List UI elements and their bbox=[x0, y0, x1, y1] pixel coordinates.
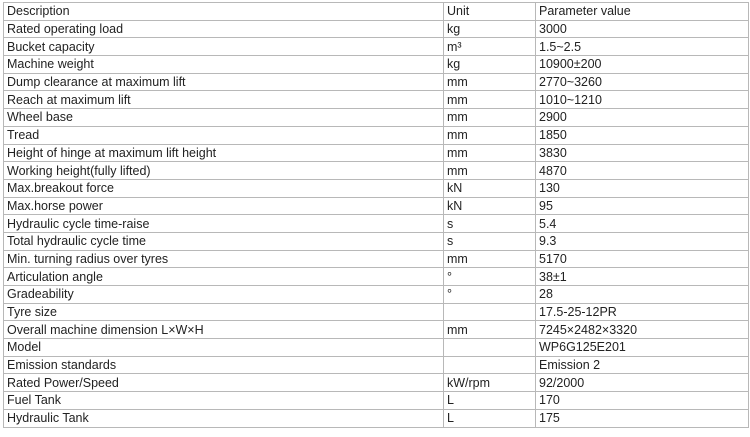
cell-description: Working height(fully lifted) bbox=[4, 162, 444, 180]
cell-unit: mm bbox=[444, 91, 536, 109]
table-row bbox=[4, 20, 749, 38]
table-header-row bbox=[4, 3, 749, 21]
cell-parameter-value: 1.5~2.5 bbox=[536, 38, 749, 56]
table-row bbox=[4, 56, 749, 74]
table-row bbox=[4, 215, 749, 233]
cell-unit: mm bbox=[444, 250, 536, 268]
cell-unit: s bbox=[444, 232, 536, 250]
table-row bbox=[4, 73, 749, 91]
column-header-unit: Unit bbox=[444, 3, 536, 21]
table-row bbox=[4, 109, 749, 127]
cell-description: Rated Power/Speed bbox=[4, 374, 444, 392]
table-row bbox=[4, 409, 749, 427]
table-row bbox=[4, 232, 749, 250]
cell-unit: kg bbox=[444, 20, 536, 38]
table-row bbox=[4, 38, 749, 56]
table-row bbox=[4, 321, 749, 339]
cell-parameter-value: Emission 2 bbox=[536, 356, 749, 374]
cell-unit: ° bbox=[444, 286, 536, 304]
cell-description: Articulation angle bbox=[4, 268, 444, 286]
cell-description: Hydraulic cycle time-raise bbox=[4, 215, 444, 233]
cell-unit: mm bbox=[444, 126, 536, 144]
cell-description: Total hydraulic cycle time bbox=[4, 232, 444, 250]
cell-description: Max.breakout force bbox=[4, 179, 444, 197]
cell-unit: mm bbox=[444, 321, 536, 339]
table-row bbox=[4, 268, 749, 286]
table-row bbox=[4, 303, 749, 321]
cell-parameter-value: 95 bbox=[536, 197, 749, 215]
cell-parameter-value: 170 bbox=[536, 392, 749, 410]
cell-parameter-value: 1850 bbox=[536, 126, 749, 144]
cell-description: Rated operating load bbox=[4, 20, 444, 38]
cell-unit: m³ bbox=[444, 38, 536, 56]
cell-parameter-value: WP6G125E201 bbox=[536, 339, 749, 357]
cell-unit: L bbox=[444, 392, 536, 410]
cell-unit: L bbox=[444, 409, 536, 427]
cell-unit bbox=[444, 356, 536, 374]
cell-parameter-value: 7245×2482×3320 bbox=[536, 321, 749, 339]
cell-parameter-value: 5.4 bbox=[536, 215, 749, 233]
cell-description: Reach at maximum lift bbox=[4, 91, 444, 109]
cell-description: Gradeability bbox=[4, 286, 444, 304]
cell-description: Fuel Tank bbox=[4, 392, 444, 410]
cell-unit: mm bbox=[444, 162, 536, 180]
cell-description: Max.horse power bbox=[4, 197, 444, 215]
table-row bbox=[4, 374, 749, 392]
cell-unit: mm bbox=[444, 109, 536, 127]
table-row bbox=[4, 197, 749, 215]
cell-parameter-value: 38±1 bbox=[536, 268, 749, 286]
cell-description: Emission standards bbox=[4, 356, 444, 374]
cell-parameter-value: 175 bbox=[536, 409, 749, 427]
cell-parameter-value: 9.3 bbox=[536, 232, 749, 250]
table-row bbox=[4, 250, 749, 268]
cell-description: Overall machine dimension L×W×H bbox=[4, 321, 444, 339]
cell-parameter-value: 28 bbox=[536, 286, 749, 304]
cell-unit: kW/rpm bbox=[444, 374, 536, 392]
cell-unit: mm bbox=[444, 144, 536, 162]
column-header-description: Description bbox=[4, 3, 444, 21]
cell-description: Dump clearance at maximum lift bbox=[4, 73, 444, 91]
column-header-parameter-value: Parameter value bbox=[536, 3, 749, 21]
cell-parameter-value: 2900 bbox=[536, 109, 749, 127]
cell-unit: kN bbox=[444, 179, 536, 197]
cell-unit: mm bbox=[444, 73, 536, 91]
cell-description: Tyre size bbox=[4, 303, 444, 321]
table-row bbox=[4, 286, 749, 304]
cell-parameter-value: 4870 bbox=[536, 162, 749, 180]
cell-unit: ° bbox=[444, 268, 536, 286]
cell-description: Tread bbox=[4, 126, 444, 144]
cell-description: Height of hinge at maximum lift height bbox=[4, 144, 444, 162]
cell-unit: kN bbox=[444, 197, 536, 215]
cell-parameter-value: 3000 bbox=[536, 20, 749, 38]
table-row bbox=[4, 179, 749, 197]
cell-description: Wheel base bbox=[4, 109, 444, 127]
cell-parameter-value: 5170 bbox=[536, 250, 749, 268]
cell-parameter-value: 1010~1210 bbox=[536, 91, 749, 109]
cell-description: Bucket capacity bbox=[4, 38, 444, 56]
table-row bbox=[4, 162, 749, 180]
spec-table-body bbox=[4, 3, 749, 428]
cell-unit: kg bbox=[444, 56, 536, 74]
cell-unit bbox=[444, 339, 536, 357]
table-row bbox=[4, 356, 749, 374]
cell-unit: s bbox=[444, 215, 536, 233]
cell-description: Min. turning radius over tyres bbox=[4, 250, 444, 268]
table-row bbox=[4, 126, 749, 144]
cell-parameter-value: 92/2000 bbox=[536, 374, 749, 392]
cell-unit bbox=[444, 303, 536, 321]
table-row bbox=[4, 392, 749, 410]
cell-parameter-value: 2770~3260 bbox=[536, 73, 749, 91]
table-row bbox=[4, 144, 749, 162]
cell-parameter-value: 10900±200 bbox=[536, 56, 749, 74]
cell-parameter-value: 3830 bbox=[536, 144, 749, 162]
cell-parameter-value: 17.5-25-12PR bbox=[536, 303, 749, 321]
cell-parameter-value: 130 bbox=[536, 179, 749, 197]
cell-description: Hydraulic Tank bbox=[4, 409, 444, 427]
spec-table bbox=[3, 2, 749, 428]
cell-description: Model bbox=[4, 339, 444, 357]
table-row bbox=[4, 339, 749, 357]
table-row bbox=[4, 91, 749, 109]
cell-description: Machine weight bbox=[4, 56, 444, 74]
